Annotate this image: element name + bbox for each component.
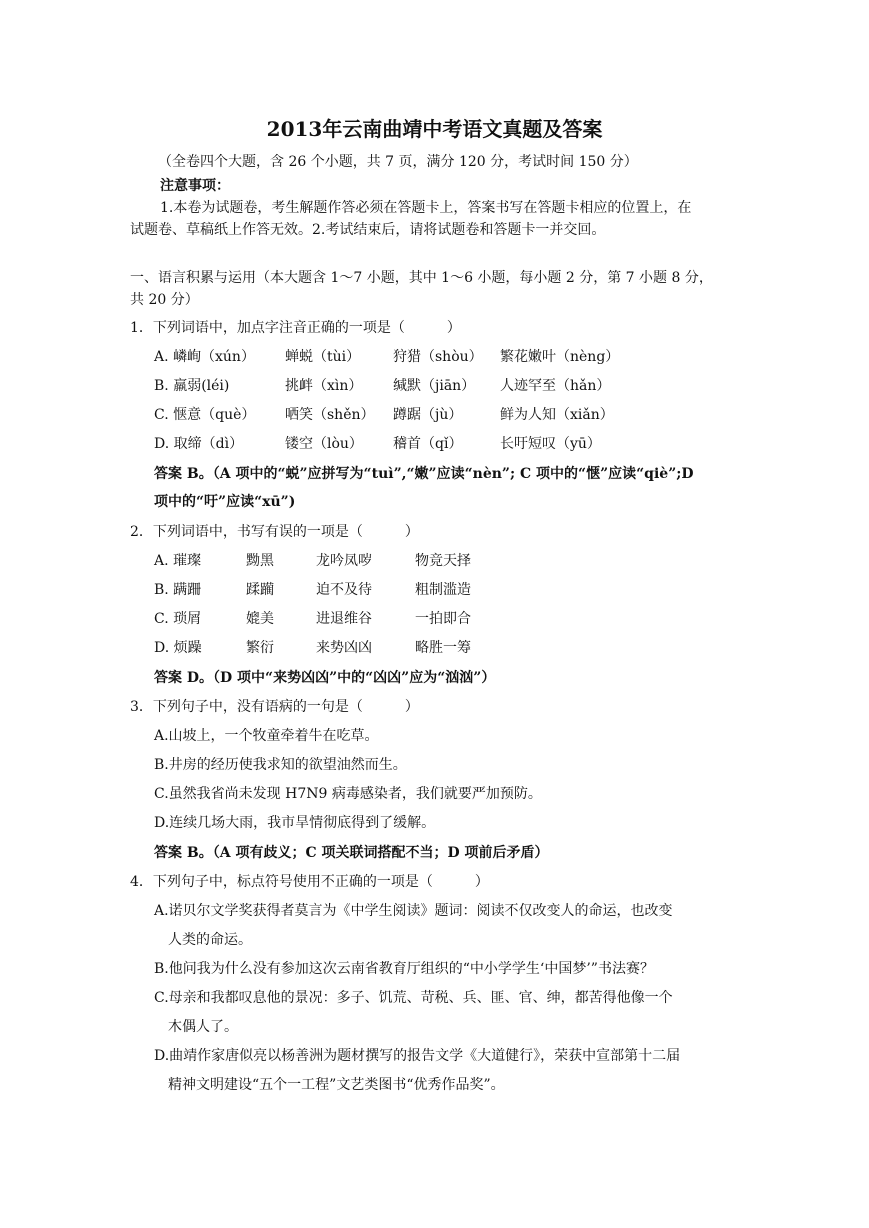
q4-option-a: A.诺贝尔文学奖获得者莫言为《中学生阅读》题词：阅读不仅改变人的命运，也改变	[154, 903, 673, 919]
q4-option-c-cont: 木偶人了。	[168, 1019, 238, 1035]
q4-option-c: C.母亲和我都叹息他的景况：多子、饥荒、苛税、兵、匪、官、绅，都苦得他像一个	[154, 990, 673, 1006]
q3-stem: 3．下列句子中，没有语病的一句是（ ）	[130, 699, 419, 715]
q3-option-b: B.井房的经历使我求知的欲望油然而生。	[154, 757, 407, 773]
q4-stem: 4．下列句子中，标点符号使用不正确的一项是（ ）	[130, 874, 489, 890]
section-1-heading: 一、语言积累与运用（本大题含 1～7 小题，其中 1～6 小题，每小题 2 分，第 7 小题 8 分，	[130, 270, 713, 286]
q4-option-d-cont: 精神文明建设“五个一工程”文艺类图书“优秀作品奖”。	[168, 1077, 505, 1093]
q4-option-b: B.他问我为什么没有参加这次云南省教育厅组织的“中小学学生‘中国梦’”书法赛？	[154, 961, 654, 977]
q3-answer: 答案 B。（A 项有歧义；C 项关联词搭配不当；D 项前后矛盾）	[154, 845, 549, 861]
q4-option-d: D.曲靖作家唐似亮以杨善洲为题材撰写的报告文学《大道健行》，荣获中宣部第十二届	[154, 1048, 681, 1064]
section-1-heading-cont: 共 20 分）	[130, 292, 199, 308]
q1-answer: 答案 B。（A 项中的“蜕”应拼写为“tuì”,“嫩”应读“nèn”; C 项中的“惬”应读“qiè”;D	[154, 466, 694, 482]
notice-heading: 注意事项：	[160, 178, 230, 194]
q2-stem: 2．下列词语中，书写有误的一项是（ ）	[130, 524, 419, 540]
q2-answer: 答案 D。（D 项中“来势凶凶”中的“凶凶”应为“汹汹”）	[154, 670, 496, 686]
exam-intro: （全卷四个大题，含 26 个小题，共 7 页，满分 120 分，考试时间 150 分）	[158, 154, 638, 170]
q4-option-a-cont: 人类的命运。	[168, 932, 252, 948]
q3-option-a: A.山坡上，一个牧童牵着牛在吃草。	[154, 728, 379, 744]
q3-option-d: D.连续几场大雨，我市旱情彻底得到了缓解。	[154, 815, 436, 831]
q1-stem: 1．下列词语中，加点字注音正确的一项是（ ）	[130, 320, 461, 336]
notice-line-2: 试题卷、草稿纸上作答无效。2.考试结束后，请将试题卷和答题卡一并交回。	[130, 222, 606, 238]
q3-option-c: C.虽然我省尚未发现 H7N9 病毒感染者，我们就要严加预防。	[154, 786, 542, 802]
notice-line-1: 1.本卷为试题卷，考生解题作答必须在答题卡上，答案书写在答题卡相应的位置上，在	[160, 200, 692, 216]
q1-answer-cont: 项中的“吁”应读“xū”)	[154, 494, 296, 510]
page-title: 2013年云南曲靖中考语文真题及答案	[266, 117, 603, 141]
